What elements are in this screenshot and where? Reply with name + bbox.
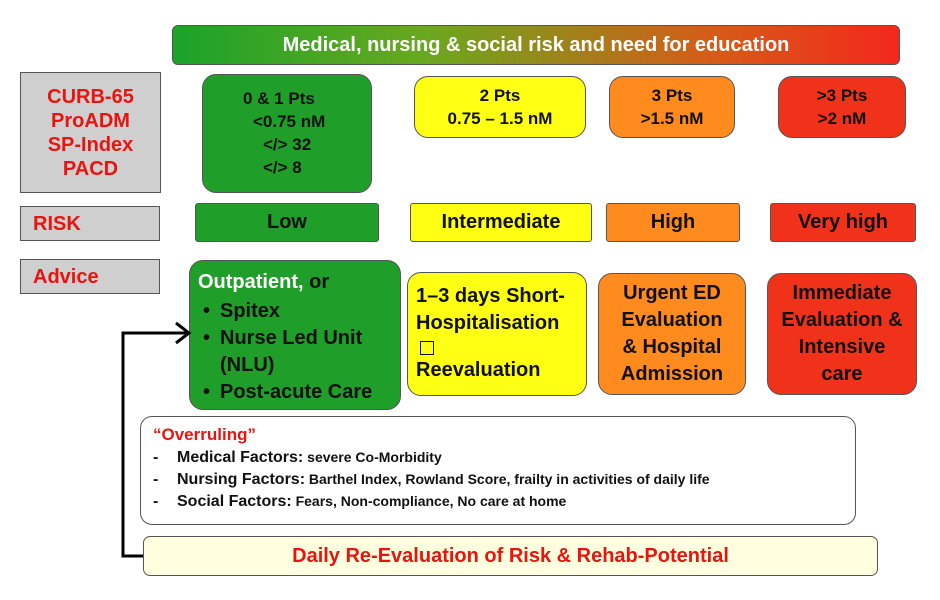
header-title: Medical, nursing & social risk and need for education (282, 33, 790, 56)
risk-label: RISK (33, 212, 81, 235)
list-item: • Post-acute Care (220, 379, 400, 406)
overruling-row: - Medical Factors: severe Co-Morbidity (153, 449, 442, 466)
overruling-factor-text: Barthel Index, Rowland Score, frailty in activities of daily life (305, 471, 710, 487)
risk-level: Very high (797, 211, 889, 233)
points-line: </> 8 (263, 158, 302, 177)
points-line: <0.75 nM (253, 112, 326, 131)
overruling-factor-label: Nursing Factors: (177, 471, 306, 488)
list-item: • Nurse Led Unit (NLU) (220, 325, 400, 379)
advice-low-title-text: Outpatient, (198, 271, 304, 293)
overruling-title: “Overruling” (153, 425, 256, 444)
points-line: 2 Pts (479, 86, 521, 105)
score-label-curb65: CURB-65 (47, 85, 134, 108)
daily-reevaluation-box (143, 536, 878, 576)
overruling-factor-label: Medical Factors: (177, 449, 304, 466)
overruling-factor-text: Fears, Non-compliance, No care at home (291, 493, 567, 509)
advice-label: Advice (33, 265, 99, 288)
risk-level: Low (267, 211, 307, 233)
advice-line: Reevaluation (416, 359, 541, 381)
overruling-box (140, 416, 856, 525)
points-line: >1.5 nM (640, 109, 704, 128)
points-line: >2 nM (817, 109, 867, 128)
daily-reevaluation-text: Daily Re-Evaluation of Risk & Rehab-Potential (292, 544, 729, 567)
points-line: </> 32 (263, 135, 312, 154)
list-item: • Spitex (220, 298, 400, 325)
points-line: >3 Pts (816, 86, 868, 105)
advice-line: & Hospital (622, 336, 722, 358)
overruling-row: - Nursing Factors: Barthel Index, Rowland Score, frailty in activities of daily life (153, 471, 710, 488)
advice-line: care (821, 363, 863, 385)
advice-line: Admission (620, 363, 724, 385)
score-label-pacd: PACD (62, 157, 119, 180)
advice-line: Immediate (792, 282, 892, 304)
score-label-proadm: ProADM (51, 109, 130, 132)
points-line: 0 & 1 Pts (243, 89, 315, 108)
advice-line: Evaluation & (781, 309, 903, 331)
advice-line: Evaluation (621, 309, 723, 331)
score-label-spindex: SP-Index (47, 133, 134, 156)
risk-level: Intermediate (441, 211, 561, 233)
advice-low-or: or (303, 271, 330, 293)
points-line: 0.75 – 1.5 nM (447, 109, 553, 128)
advice-line: Intensive (798, 336, 886, 358)
overruling-factor-text: severe Co-Morbidity (303, 449, 442, 465)
risk-level: High (650, 211, 696, 233)
advice-line: 1–3 days Short- (416, 285, 565, 307)
advice-line: Urgent ED (623, 282, 721, 304)
overruling-factor-label: Social Factors: (177, 493, 292, 510)
points-line: 3 Pts (651, 86, 693, 105)
advice-line: Hospitalisation (416, 312, 560, 334)
overruling-row: - Social Factors: Fears, Non-compliance, No care at home (153, 493, 567, 510)
